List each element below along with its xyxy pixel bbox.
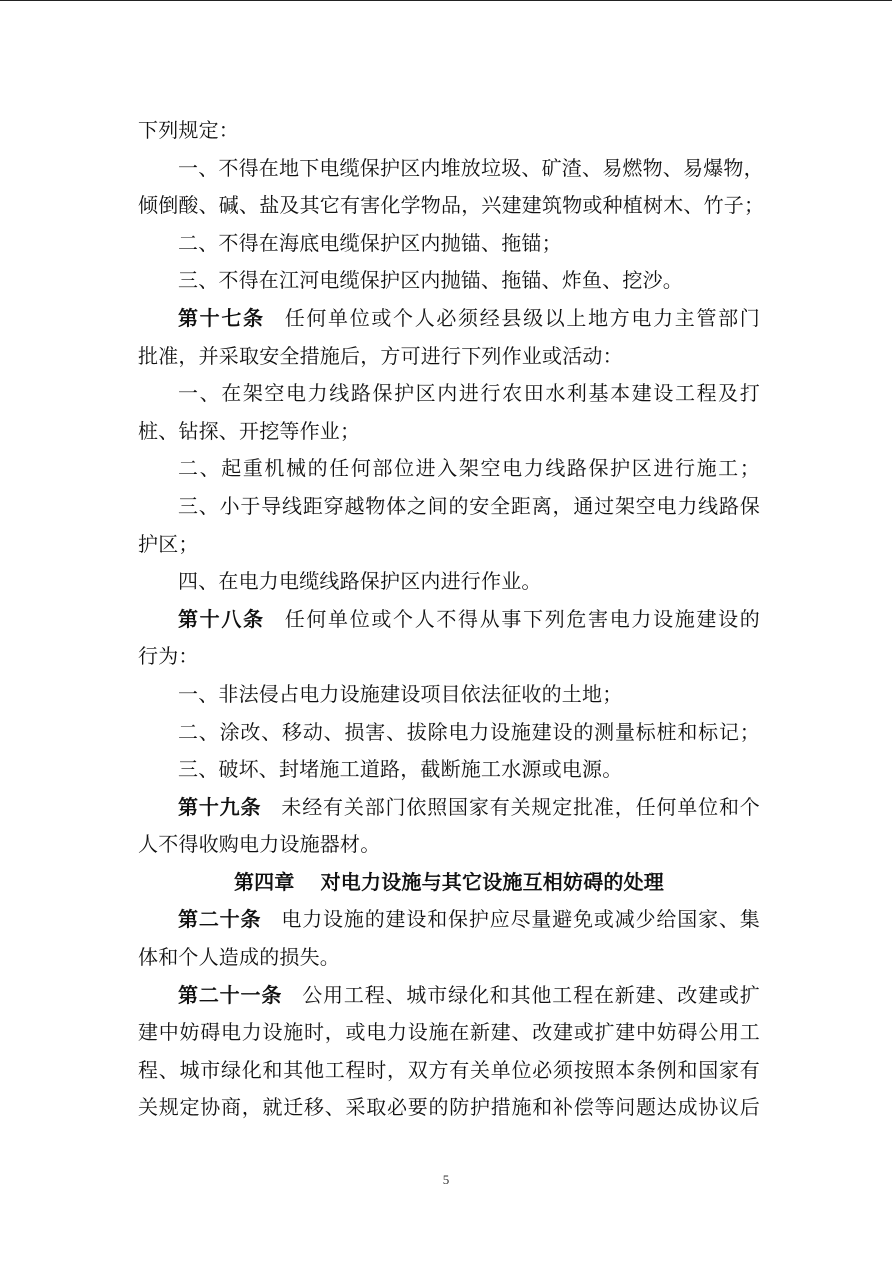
article-17-item-2: 二、起重机械的任何部位进入架空电力线路保护区进行施工；	[178, 456, 760, 481]
article-18-text: 任何单位或个人不得从事下列危害电力设施建设的	[284, 606, 760, 631]
article-21-line-2: 建中妨碍电力设施时，或电力设施在新建、改建或扩建中妨碍公用工	[138, 1020, 760, 1045]
page-number: 5	[442, 1172, 450, 1187]
article-18-heading: 第十八条	[178, 606, 265, 631]
article-17-item-3-cont: 护区；	[138, 531, 199, 556]
page-top-border	[0, 0, 892, 1]
article-17-item-3: 三、小于导线距穿越物体之间的安全距离，通过架空电力线路保	[178, 493, 760, 518]
paragraph-line: 二、不得在海底电缆保护区内抛锚、拖锚；	[178, 230, 562, 255]
article-21-heading: 第二十一条	[178, 982, 283, 1007]
article-17-item-4: 四、在电力电缆线路保护区内进行作业。	[178, 569, 542, 594]
chapter-number: 第四章	[233, 869, 295, 894]
article-19-text: 未经有关部门依照国家有关规定批准，任何单位和个	[281, 794, 760, 819]
article-18-item-1: 一、非法侵占电力设施建设项目依法征收的土地；	[178, 681, 623, 706]
article-18-item-3: 三、破坏、封堵施工道路，截断施工水源或电源。	[178, 757, 623, 782]
article-19-line-2: 人不得收购电力设施器材。	[138, 832, 381, 857]
article-17-text: 任何单位或个人必须经县级以上地方电力主管部门	[284, 305, 760, 330]
article-18-line-1	[138, 601, 760, 639]
article-20-heading: 第二十条	[178, 907, 262, 932]
article-21-line-4: 关规定协商，就迁移、采取必要的防护措施和补偿等问题达成协议后	[138, 1095, 760, 1120]
article-18-line-2: 行为：	[138, 644, 199, 669]
article-17-line-1	[138, 300, 760, 338]
article-20-text: 电力设施的建设和保护应尽量避免或减少给国家、集	[281, 907, 760, 932]
article-19-line-1	[138, 789, 760, 827]
article-21-text: 公用工程、城市绿化和其他工程在新建、改建或扩	[302, 982, 761, 1007]
chapter-4-title	[138, 864, 760, 902]
paragraph-line: 倾倒酸、碱、盐及其它有害化学物品，兴建建筑物或种植树木、竹子；	[138, 193, 765, 218]
article-17-item-1-cont: 桩、钻探、开挖等作业；	[138, 418, 361, 443]
article-21-line-3: 程、城市绿化和其他工程时，双方有关单位必须按照本条例和国家有	[138, 1057, 760, 1082]
article-19-heading: 第十九条	[178, 794, 262, 819]
article-20-line-2: 体和个人造成的损失。	[138, 945, 340, 970]
article-17-item-1: 一、在架空电力线路保护区内进行农田水利基本建设工程及打	[178, 381, 760, 406]
article-17-line-2: 批准，并采取安全措施后，方可进行下列作业或活动：	[138, 343, 623, 368]
document-body	[138, 112, 765, 1127]
article-18-item-2: 二、涂改、移动、损害、拔除电力设施建设的测量标桩和标记；	[178, 719, 760, 744]
paragraph-line: 下列规定：	[138, 118, 239, 142]
chapter-name: 对电力设施与其它设施互相妨碍的处理	[320, 869, 664, 894]
article-20-line-1	[138, 901, 760, 939]
paragraph-line: 三、不得在江河电缆保护区内抛锚、拖锚、炸鱼、挖沙。	[178, 268, 683, 293]
article-21-line-1	[138, 977, 760, 1015]
article-17-heading: 第十七条	[178, 305, 265, 330]
paragraph-line: 一、不得在地下电缆保护区内堆放垃圾、矿渣、易燃物、易爆物，	[178, 155, 764, 180]
